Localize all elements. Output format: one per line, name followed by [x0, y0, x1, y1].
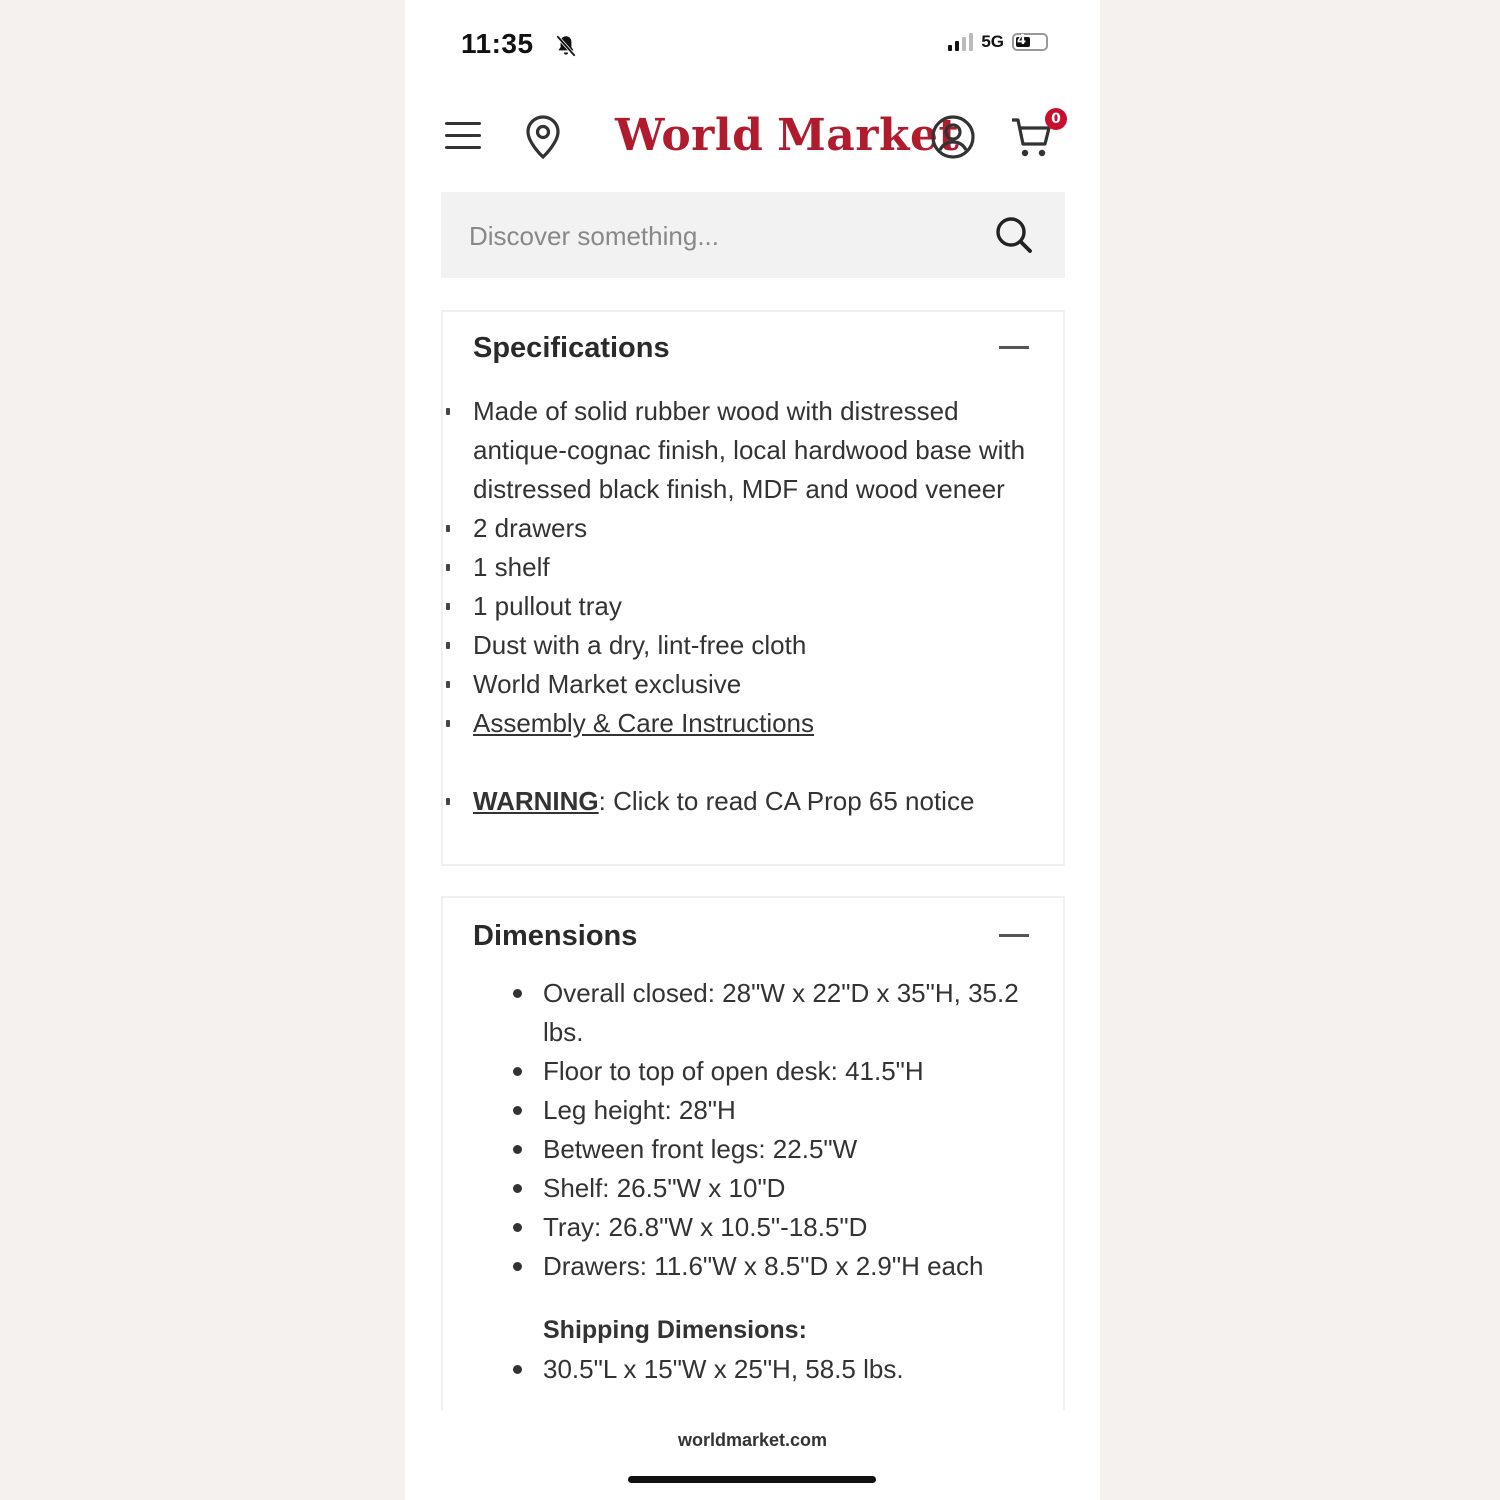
- collapse-specifications-icon[interactable]: [999, 346, 1029, 349]
- search-input[interactable]: [469, 218, 949, 254]
- list-item: Overall closed: 28"W x 22"D x 35"H, 35.2 lbs.: [443, 974, 1043, 1052]
- bell-muted-icon: [553, 33, 579, 59]
- list-item: Shelf: 26.5"W x 10"D: [443, 1169, 1043, 1208]
- warning-text: : Click to read CA Prop 65 notice: [598, 786, 975, 816]
- battery-level: 4: [1017, 33, 1027, 48]
- home-indicator[interactable]: [628, 1476, 876, 1483]
- cart-count-badge[interactable]: 0: [1045, 108, 1067, 130]
- dimensions-section: [441, 896, 1065, 1426]
- browser-bottom-bar: [405, 1410, 1100, 1500]
- list-item: 1 pullout tray: [443, 587, 1043, 626]
- list-item: Drawers: 11.6"W x 8.5"D x 2.9"H each: [443, 1247, 1043, 1286]
- list-item: Leg height: 28"H: [443, 1091, 1043, 1130]
- location-pin-icon[interactable]: [523, 114, 563, 160]
- list-item: Dust with a dry, lint-free cloth: [443, 626, 1043, 665]
- list-item: Between front legs: 22.5"W: [443, 1130, 1043, 1169]
- menu-icon[interactable]: [445, 122, 481, 150]
- battery-icon: [1012, 33, 1048, 51]
- list-item: Made of solid rubber wood with distressed antique-cognac finish, local hardwood base with distressed black finish, MDF and wood veneer: [443, 392, 1043, 509]
- collapse-dimensions-icon[interactable]: [999, 934, 1029, 937]
- specifications-list: [443, 392, 1043, 821]
- shipping-dimensions-heading: Shipping Dimensions:: [543, 1316, 807, 1344]
- account-icon[interactable]: [930, 114, 976, 160]
- list-item: 1 shelf: [443, 548, 1043, 587]
- list-item: Floor to top of open desk: 41.5"H: [443, 1052, 1043, 1091]
- status-time: 11:35: [461, 28, 534, 59]
- url-label[interactable]: worldmarket.com: [677, 1430, 828, 1450]
- specifications-title[interactable]: Specifications: [473, 332, 670, 364]
- shipping-dimensions-list: [443, 1350, 1043, 1389]
- warning-link[interactable]: WARNING: [473, 786, 599, 816]
- list-item: Tray: 26.8"W x 10.5"-18.5"D: [443, 1208, 1043, 1247]
- assembly-care-link[interactable]: Assembly & Care Instructions: [473, 708, 815, 738]
- search-bar: [441, 192, 1065, 278]
- dimensions-title[interactable]: Dimensions: [473, 920, 638, 952]
- world-market-logo[interactable]: World Market: [615, 110, 960, 161]
- dimensions-list: [443, 974, 1043, 1286]
- list-item: World Market exclusive: [443, 665, 1043, 704]
- list-item: 2 drawers: [443, 509, 1043, 548]
- search-icon[interactable]: [993, 214, 1035, 256]
- specifications-section: [441, 310, 1065, 866]
- network-type: 5G: [981, 32, 1004, 51]
- phone-screen: [405, 0, 1100, 1500]
- list-item: [443, 704, 1043, 743]
- status-icons: [948, 32, 1048, 52]
- signal-icon: [948, 33, 973, 51]
- list-item: 30.5"L x 15"W x 25"H, 58.5 lbs.: [443, 1350, 1043, 1389]
- list-item: [443, 782, 1043, 821]
